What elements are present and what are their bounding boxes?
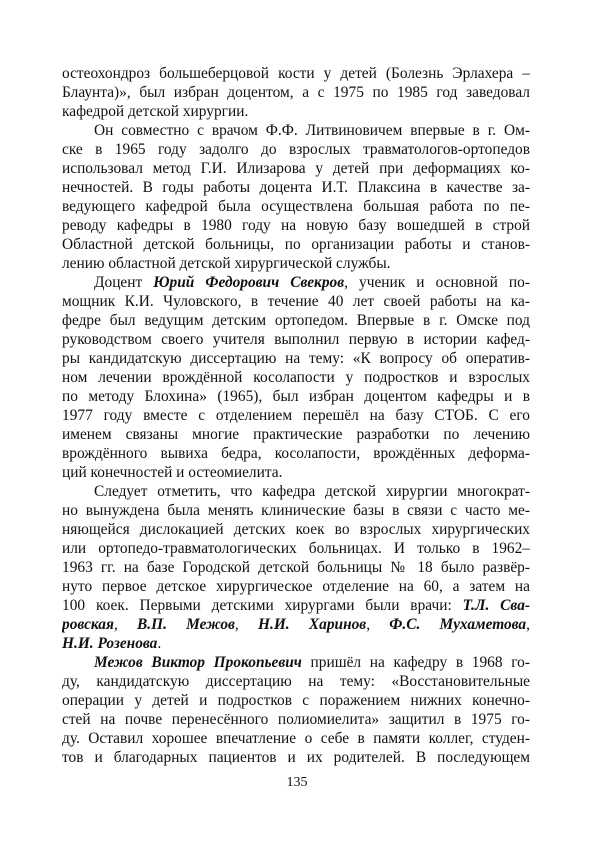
text-line [62,672,530,691]
text-line [62,121,530,140]
text-line [62,710,530,729]
text-run: мощник К.И. Чуловского, в течение 40 лет своей работы на ка- [62,293,530,310]
text-run: ном лечении врождённой косолапости у подростков и взрослых [62,369,530,386]
body-text [62,64,530,767]
text-run: пришёл на кафедру в 1968 го- [301,654,530,671]
text-run: Доцент [94,274,154,291]
text-line [62,691,530,710]
text-line [62,102,530,121]
text-run: Следует отметить, что кафедра детской хирургии многократ- [94,483,530,500]
bold-italic-name: Т.Л. Сва- [462,597,530,614]
text-run: лению областной детской хирургической службы. [62,255,391,272]
text-run: использовал метод Г.И. Илизарова у детей при деформациях ко- [62,160,530,177]
text-run: операции у детей и подростков с поражением нижних конечно- [62,692,530,709]
text-run: остеохондроз большеберцовой кости у детей (Болезнь Эрлахера – [62,65,530,82]
text-run: ске в 1965 году задолго до взрослых травматологов-ортопедов [62,141,530,158]
text-run: 1963 гг. на базе Городской детской больницы № 18 было развёр- [62,559,530,576]
text-run: руководством своего учителя выполнил первую в истории кафед- [62,331,530,348]
text-line [62,501,530,520]
text-line [62,64,530,83]
text-line [62,311,530,330]
text-run: федре был ведущим детским ортопедом. Впервые в г. Омске под [62,312,530,329]
text-line [62,254,530,273]
text-run: но вынуждена была менять клинические базы в связи с часто ме- [62,502,530,519]
text-run: врождённого вывиха бедра, косолапости, врождённых деформа- [62,445,530,462]
text-line [62,292,530,311]
text-line [62,387,530,406]
text-line [62,159,530,178]
text-line [62,539,530,558]
bold-italic-name: ровская [62,616,114,633]
text-run: тов и благодарных пациентов и их родителей. В последующем [62,749,530,766]
text-line [62,406,530,425]
text-run: стей на почве перенесённого полиомиелита» защитил в 1975 го- [62,711,530,728]
text-line [62,235,530,254]
text-run: Блаунта)», был избран доцентом, а с 1975 по 1985 год заведовал [62,84,530,101]
text-run: кафедрой детской хирургии. [62,103,249,120]
text-run: реводу кафедры в 1980 году на новую базу вошедшей в строй [62,217,530,234]
text-line [62,634,530,653]
text-line [62,273,530,292]
text-run: 100 коек. Первыми детскими хирургами были врачи: [62,597,463,614]
text-run: ций конечностей и остеомиелита. [62,464,283,481]
text-line [62,748,530,767]
bold-italic-name: Н.И. Розенова [62,635,158,652]
bold-italic-name: В.П. Межов [137,616,235,633]
text-run: , [234,616,258,633]
text-line [62,558,530,577]
text-run: именем связаны многие практические разработки по лечению [62,426,530,443]
bold-italic-name: Межов Виктор Прокопьевич [94,654,302,671]
text-run: , [366,616,390,633]
bold-italic-name: Ф.С. Мухаметова [389,616,527,633]
text-run: 1977 году вместе с отделением перешёл на базу СТОБ. С его [62,407,530,424]
text-line [62,482,530,501]
text-run: . [157,635,162,652]
text-line [62,330,530,349]
text-line [62,729,530,748]
text-run: , ученик и основной по- [344,274,530,291]
text-line [62,197,530,216]
text-line [62,653,530,672]
text-line [62,520,530,539]
text-run: нечностей. В годы работы доцента И.Т. Плаксина в качестве за- [62,179,530,196]
page-number: 135 [286,775,308,790]
text-line [62,463,530,482]
text-line [62,444,530,463]
text-run: по методу Блохина» (1965), был избран доцентом кафедры и в [62,388,530,405]
text-run: няющейся дислокацией детских коек во взрослых хирургических [62,521,530,538]
text-run: ры кандидатскую диссертацию на тему: «К вопросу об оператив- [62,350,530,367]
text-run: или ортопедо-травматологических больницах. И только в 1962– [62,540,530,557]
text-line [62,83,530,102]
text-line [62,216,530,235]
text-run: ведующего кафедрой была осуществлена большая работа по пе- [62,198,530,215]
text-run: нуто первое детское хирургическое отделение на 60, а затем на [62,578,530,595]
text-line [62,140,530,159]
text-line [62,425,530,444]
text-line [62,349,530,368]
text-line [62,596,530,615]
text-line [62,368,530,387]
text-line [62,577,530,596]
bold-italic-name: Н.И. Харинов [258,616,367,633]
text-run: , [113,616,138,633]
bold-italic-name: Юрий Федорович Свекров [153,274,345,291]
text-line [62,178,530,197]
text-line [62,615,530,634]
text-run: , [526,616,530,633]
text-run: ду. Оставил хорошее впечатление о себе в памяти коллег, студен- [62,730,530,747]
text-run: Областной детской больницы, по организации работы и станов- [62,236,530,253]
text-run: Он совместно с врачом Ф.Ф. Литвиновичем впервые в г. Ом- [94,122,530,139]
text-run: ду, кандидатскую диссертацию на тему: «Восстановительные [62,673,530,690]
